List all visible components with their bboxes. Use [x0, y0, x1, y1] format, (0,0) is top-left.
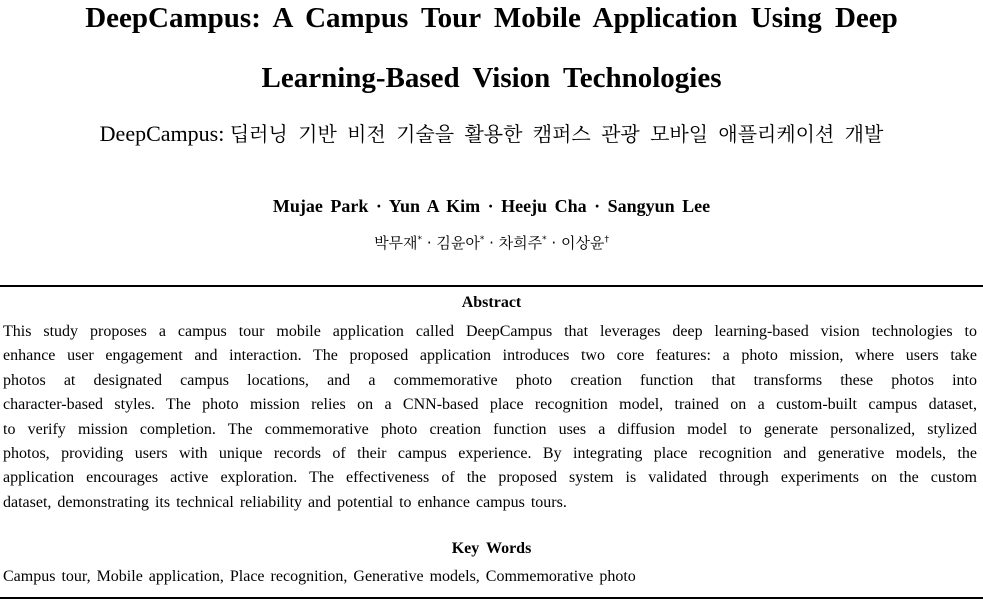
keywords-bottom-rule	[0, 597, 983, 599]
keywords-heading: Key Words	[451, 540, 532, 557]
author-korean-name: 박무재	[374, 234, 418, 252]
abstract-line: to verify mission completion. The commemorative photo creation function uses a diffusion model to generate personalized, stylized	[3, 420, 977, 438]
abstract-body	[3, 320, 977, 515]
abstract-line: photos, providing users with unique records of their campus experience. By integrating place recognition and generative models, the	[3, 445, 977, 463]
abstract-line: photos at designated campus locations, and a commemorative photo creation function that transforms these photos into	[3, 371, 977, 389]
abstract-line: application encourages active exploration. The effectiveness of the proposed system is validated through experiments on the custom	[3, 469, 977, 487]
paper-title-line-1: DeepCampus: A Campus Tour Mobile Application Using Deep	[85, 2, 898, 34]
korean-title	[0, 118, 983, 147]
author-korean-name: 김윤아	[436, 234, 480, 252]
abstract-line: This study proposes a campus tour mobile application called DeepCampus that leverages deep learning-based vision technologies to	[3, 323, 977, 340]
author-affiliation-mark: *	[542, 235, 547, 245]
abstract-heading: Abstract	[461, 294, 522, 311]
author-affiliation-mark: *	[417, 235, 423, 245]
keywords-text: Campus tour, Mobile application, Place recognition, Generative models, Commemorative photo	[3, 568, 636, 585]
author-separator: ·	[484, 234, 499, 252]
author-separator: ·	[546, 234, 561, 252]
abstract-line: dataset, demonstrating its technical reliability and potential to enhance campus tours.	[3, 493, 567, 511]
abstract-line: enhance user engagement and interaction. The proposed application introduces two core features: a photo mission, where users take	[3, 347, 977, 365]
abstract-top-rule	[0, 285, 983, 287]
author-korean-name: 이상윤	[560, 234, 605, 252]
author-affiliation-mark: †	[604, 235, 609, 245]
author-list-korean	[0, 232, 983, 253]
korean-title-korean-part: 딥러닝 기반 비전 기술을 활용한 캠퍼스 관광 모바일 애플리케이션 개발	[229, 122, 884, 146]
author-affiliation-mark: *	[479, 235, 485, 245]
author-list-english: Mujae Park · Yun A Kim · Heeju Cha · Sangyun Lee	[272, 196, 711, 216]
author-korean-name: 차희주	[498, 234, 543, 252]
author-separator: ·	[422, 234, 437, 252]
paper-title-line-2: Learning-Based Vision Technologies	[261, 62, 722, 94]
korean-title-english-part: DeepCampus:	[99, 121, 225, 146]
abstract-line: character-based styles. The photo mission relies on a CNN-based place recognition model, trained on a custom-built campus dataset,	[3, 396, 977, 414]
